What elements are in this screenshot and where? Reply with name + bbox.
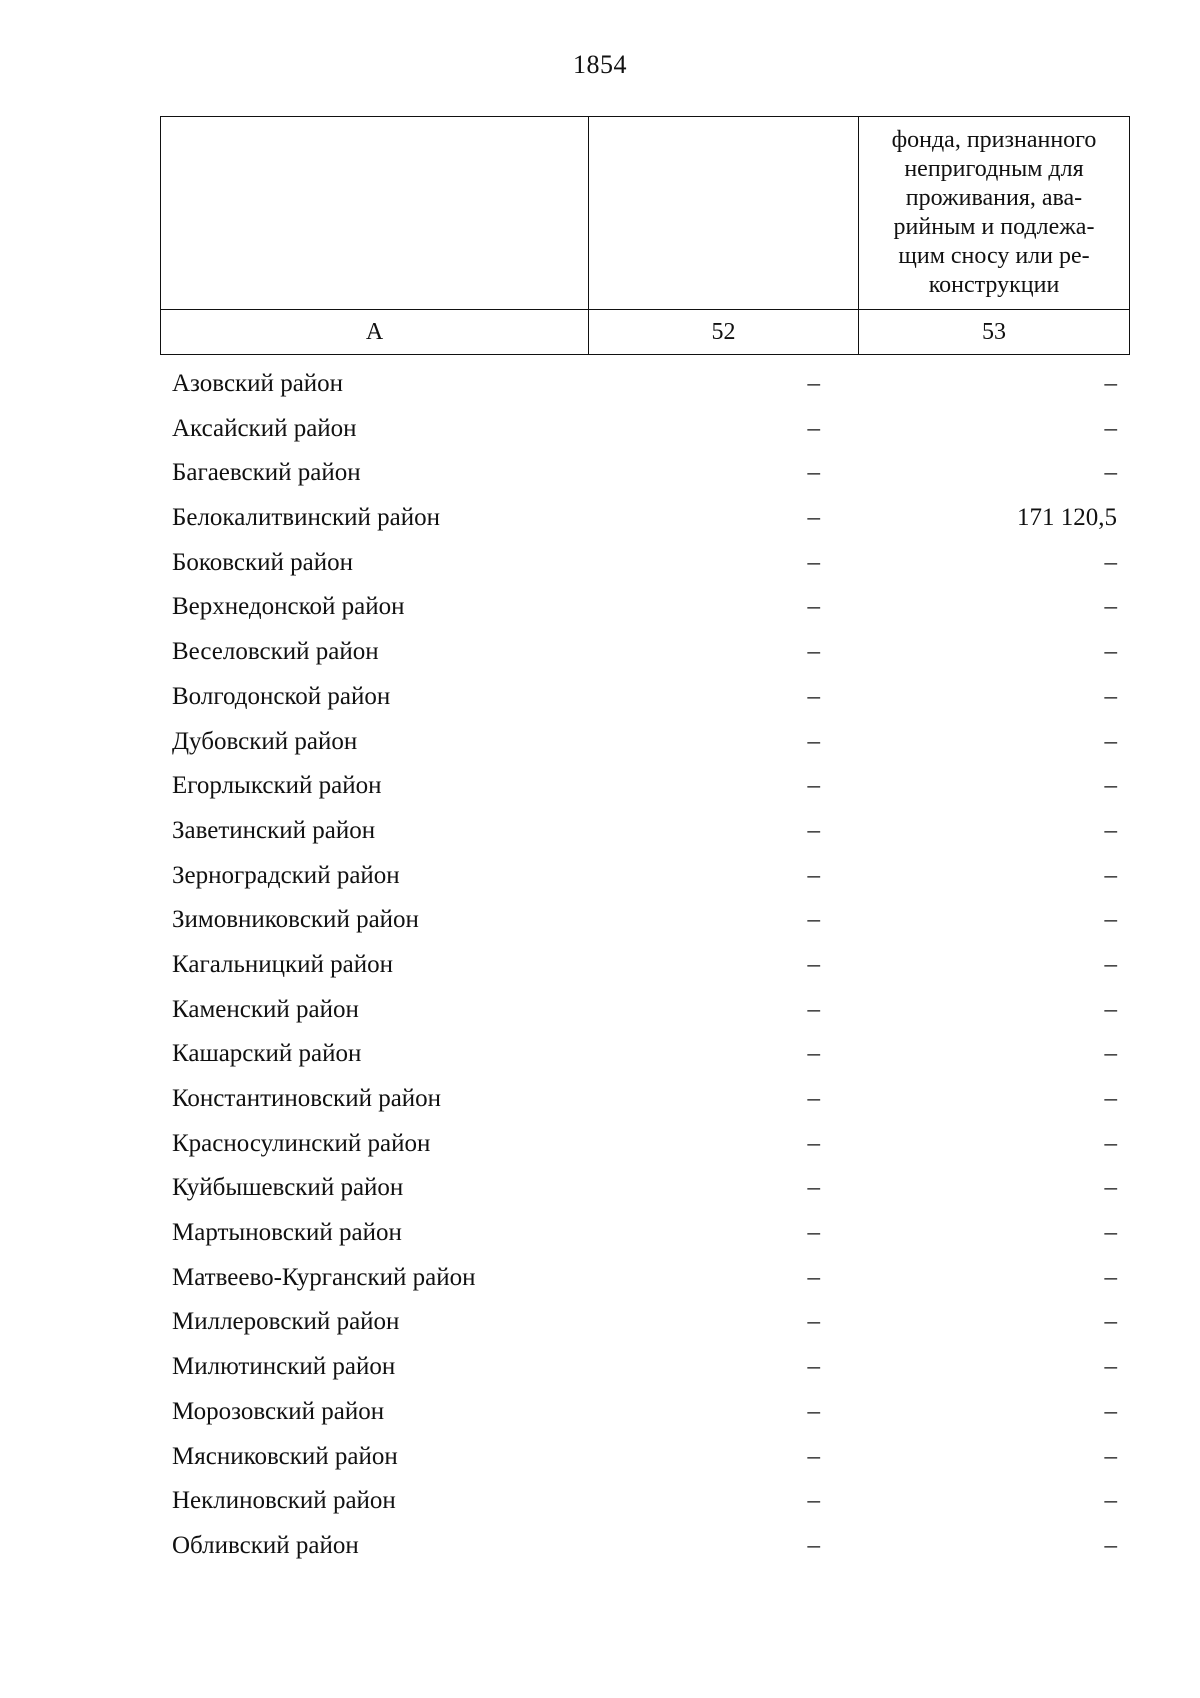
- table-row: [160, 854, 1129, 899]
- district-name: Кагальницкий район: [172, 950, 394, 978]
- table-row: [160, 809, 1129, 854]
- table-row: [160, 362, 1129, 407]
- value-col-52: –: [807, 1085, 820, 1112]
- table-row: [160, 496, 1129, 541]
- value-col-53: –: [1104, 1487, 1117, 1515]
- district-name: Веселовский район: [172, 638, 379, 666]
- value-col-53: –: [1104, 727, 1117, 755]
- value-col-52: –: [807, 1487, 820, 1515]
- column-number-53: 53: [859, 310, 1130, 355]
- value-col-52: –: [807, 370, 820, 397]
- value-col-53: –: [1104, 1442, 1117, 1470]
- value-col-52: –: [807, 593, 820, 621]
- header-text-a: [161, 117, 588, 126]
- district-name: Миллеровский район: [172, 1308, 400, 1336]
- district-name: Морозовский район: [172, 1397, 385, 1425]
- district-name: Дубовский район: [172, 727, 358, 755]
- value-col-53: –: [1104, 1308, 1117, 1336]
- value-col-53: –: [1104, 1174, 1117, 1202]
- value-col-53: –: [1104, 816, 1117, 844]
- value-col-53: –: [1104, 459, 1117, 487]
- district-name: Аксайский район: [172, 414, 357, 442]
- table-row: [160, 898, 1129, 943]
- table-row: [160, 1166, 1129, 1211]
- value-col-52: –: [807, 1219, 820, 1247]
- district-name: Обливский район: [172, 1531, 359, 1559]
- table-row: [160, 1300, 1129, 1345]
- table-row: [160, 1256, 1129, 1301]
- district-name: Азовский район: [172, 370, 344, 397]
- table-row: [160, 943, 1129, 988]
- table-row: [160, 1345, 1129, 1390]
- district-name: Верхнедонской район: [172, 593, 405, 621]
- value-col-52: –: [807, 727, 820, 755]
- value-col-52: –: [807, 1129, 820, 1157]
- district-name: Красносулинский район: [172, 1129, 431, 1157]
- table-row: [160, 407, 1129, 452]
- column-number-52: 52: [589, 310, 859, 355]
- value-col-52: –: [807, 950, 820, 978]
- district-name: Багаевский район: [172, 459, 361, 487]
- value-col-52: –: [807, 414, 820, 442]
- table-row: [160, 1479, 1129, 1524]
- value-col-52: –: [807, 548, 820, 576]
- district-name: Егорлыкский район: [172, 772, 382, 800]
- table-row: [160, 720, 1129, 765]
- table-row: [160, 451, 1129, 496]
- value-col-53: –: [1104, 1531, 1117, 1559]
- district-name: Константиновский район: [172, 1085, 442, 1112]
- district-name: Зерноградский район: [172, 861, 400, 889]
- value-col-52: –: [807, 1397, 820, 1425]
- district-name: Каменский район: [172, 995, 359, 1023]
- table-row: [160, 1390, 1129, 1435]
- value-col-53: –: [1104, 1040, 1117, 1068]
- value-col-52: –: [807, 816, 820, 844]
- table-row: [160, 585, 1129, 630]
- table-row: [160, 675, 1129, 720]
- value-col-52: –: [807, 861, 820, 889]
- table-row: [160, 764, 1129, 809]
- district-name: Зимовниковский район: [172, 906, 419, 934]
- table-row: [160, 541, 1129, 586]
- district-name: Милютинский район: [172, 1353, 396, 1381]
- district-name: Неклиновский район: [172, 1487, 396, 1515]
- value-col-52: –: [807, 682, 820, 710]
- value-col-52: –: [807, 1531, 820, 1559]
- district-name: Куйбышевский район: [172, 1174, 404, 1202]
- value-col-52: –: [807, 1308, 820, 1336]
- district-name: Мартыновский район: [172, 1219, 402, 1247]
- value-col-52: –: [807, 504, 820, 532]
- value-col-53: –: [1104, 1397, 1117, 1425]
- header-cell-53: [859, 117, 1130, 310]
- district-name: Заветинский район: [172, 816, 376, 844]
- header-text-52: [589, 117, 858, 126]
- value-col-53: –: [1104, 682, 1117, 710]
- district-name: Кашарский район: [172, 1040, 362, 1068]
- value-col-52: –: [807, 1040, 820, 1068]
- value-col-53: –: [1104, 548, 1117, 576]
- value-col-52: –: [807, 1353, 820, 1381]
- value-col-53: –: [1104, 906, 1117, 934]
- value-col-52: –: [807, 906, 820, 934]
- value-col-53: –: [1104, 861, 1117, 889]
- table-row: [160, 1077, 1129, 1122]
- value-col-52: –: [807, 772, 820, 800]
- value-col-53: –: [1104, 950, 1117, 978]
- header-cell-a: [161, 117, 589, 310]
- value-col-53: 171 120,5: [1017, 504, 1117, 532]
- table-row: [160, 988, 1129, 1033]
- header-text-53: фонда, признанного непригодным для проживания, ава- рийным и подлежа- щим сносу или ре- конструкции: [891, 127, 1097, 298]
- value-col-52: –: [807, 1174, 820, 1202]
- table-body: [160, 362, 1129, 1569]
- value-col-53: –: [1104, 1353, 1117, 1381]
- table-row: [160, 630, 1129, 675]
- district-name: Матвеево-Курганский район: [172, 1263, 476, 1291]
- value-col-53: –: [1104, 370, 1117, 397]
- value-col-52: –: [807, 995, 820, 1023]
- table-row: [160, 1211, 1129, 1256]
- table-row: [160, 1524, 1129, 1569]
- table-row: [160, 1435, 1129, 1480]
- page-number: 1854: [573, 50, 627, 79]
- value-col-53: –: [1104, 772, 1117, 800]
- value-col-53: –: [1104, 995, 1117, 1023]
- value-col-53: –: [1104, 1219, 1117, 1247]
- value-col-53: –: [1104, 638, 1117, 666]
- value-col-53: –: [1104, 1085, 1117, 1112]
- table-row: [160, 1122, 1129, 1167]
- district-name: Белокалитвинский район: [172, 504, 440, 532]
- value-col-53: –: [1104, 1263, 1117, 1291]
- value-col-52: –: [807, 1263, 820, 1291]
- table-header: [160, 116, 1130, 355]
- district-name: Мясниковский район: [172, 1442, 398, 1470]
- column-number-a: А: [161, 310, 589, 355]
- district-name: Боковский район: [172, 548, 353, 576]
- value-col-53: –: [1104, 414, 1117, 442]
- value-col-53: –: [1104, 1129, 1117, 1157]
- value-col-52: –: [807, 1442, 820, 1470]
- table-row: [160, 1032, 1129, 1077]
- value-col-53: –: [1104, 593, 1117, 621]
- district-name: Волгодонской район: [172, 682, 391, 710]
- value-col-52: –: [807, 459, 820, 487]
- value-col-52: –: [807, 638, 820, 666]
- header-cell-52: [589, 117, 859, 310]
